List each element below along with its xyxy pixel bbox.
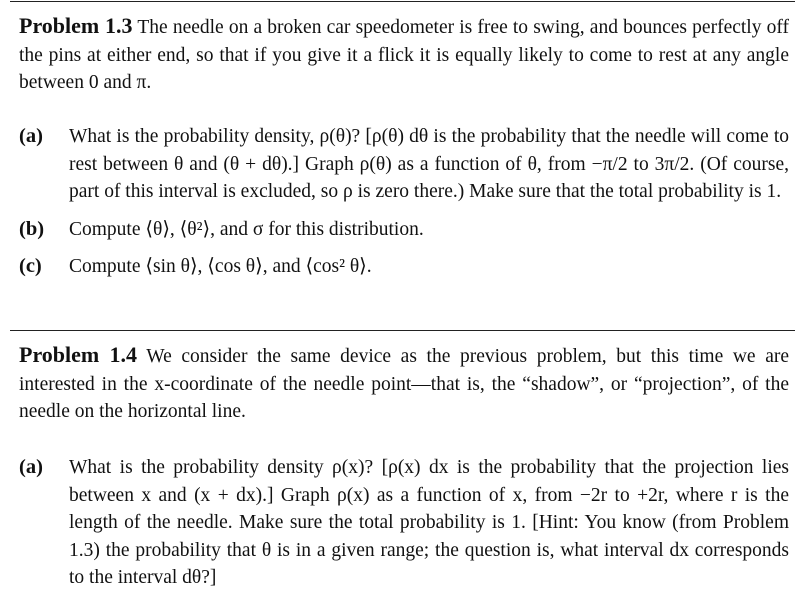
part-label: (a)	[19, 456, 43, 478]
part-text: Compute ⟨sin θ⟩, ⟨cos θ⟩, and ⟨cos² θ⟩.	[69, 256, 372, 277]
problem-1-4-parts	[19, 454, 789, 592]
problem-1-4-body: We consider the same device as the previous problem, but this time we are interested in the x-coordinate of the needle point—that is, the “shadow”, or “projection”, of the needle on the horizontal line.	[19, 346, 789, 422]
top-divider	[10, 1, 795, 2]
part-label: (c)	[19, 255, 42, 277]
problem-1-3	[19, 12, 789, 97]
problem-1-4-part-a	[19, 454, 789, 592]
part-text: What is the probability density ρ(x)? [ρ(x) dx is the probability that the projection lies between x and (x + dx).] Graph ρ(x) as a function of x, from −2r to +2r, where r is the length of the needle. Make sure the total probability is 1. [Hint: You know (from Problem 1.3) the probability that θ is in a given range; the question is, what interval dx corresponds to the interval dθ?]	[69, 457, 789, 588]
problem-1-4-title: Problem 1.4	[19, 342, 137, 367]
problem-1-3-part-c	[19, 253, 789, 281]
section-divider	[10, 330, 795, 331]
part-text: What is the probability density, ρ(θ)? [ρ(θ) dθ is the probability that the needle will come to rest between θ and (θ + dθ).] Graph ρ(θ) as a function of θ, from −π/2 to 3π/2. (Of course, part of this interval is excluded, so ρ is zero there.) Make sure that the total probability is 1.	[69, 126, 789, 202]
problem-1-3-parts	[19, 123, 789, 281]
problem-1-4	[19, 341, 789, 426]
problem-1-3-part-b	[19, 216, 789, 244]
part-label: (a)	[19, 125, 43, 147]
problem-1-3-body: The needle on a broken car speedometer is free to swing, and bounces perfectly off the pins at either end, so that if you give it a flick it is equally likely to come to rest at any angle between 0 and π.	[19, 17, 789, 93]
problem-1-3-part-a	[19, 123, 789, 206]
part-text: Compute ⟨θ⟩, ⟨θ²⟩, and σ for this distribution.	[69, 218, 424, 240]
problem-1-3-title: Problem 1.3	[19, 13, 133, 38]
part-label: (b)	[19, 217, 45, 240]
